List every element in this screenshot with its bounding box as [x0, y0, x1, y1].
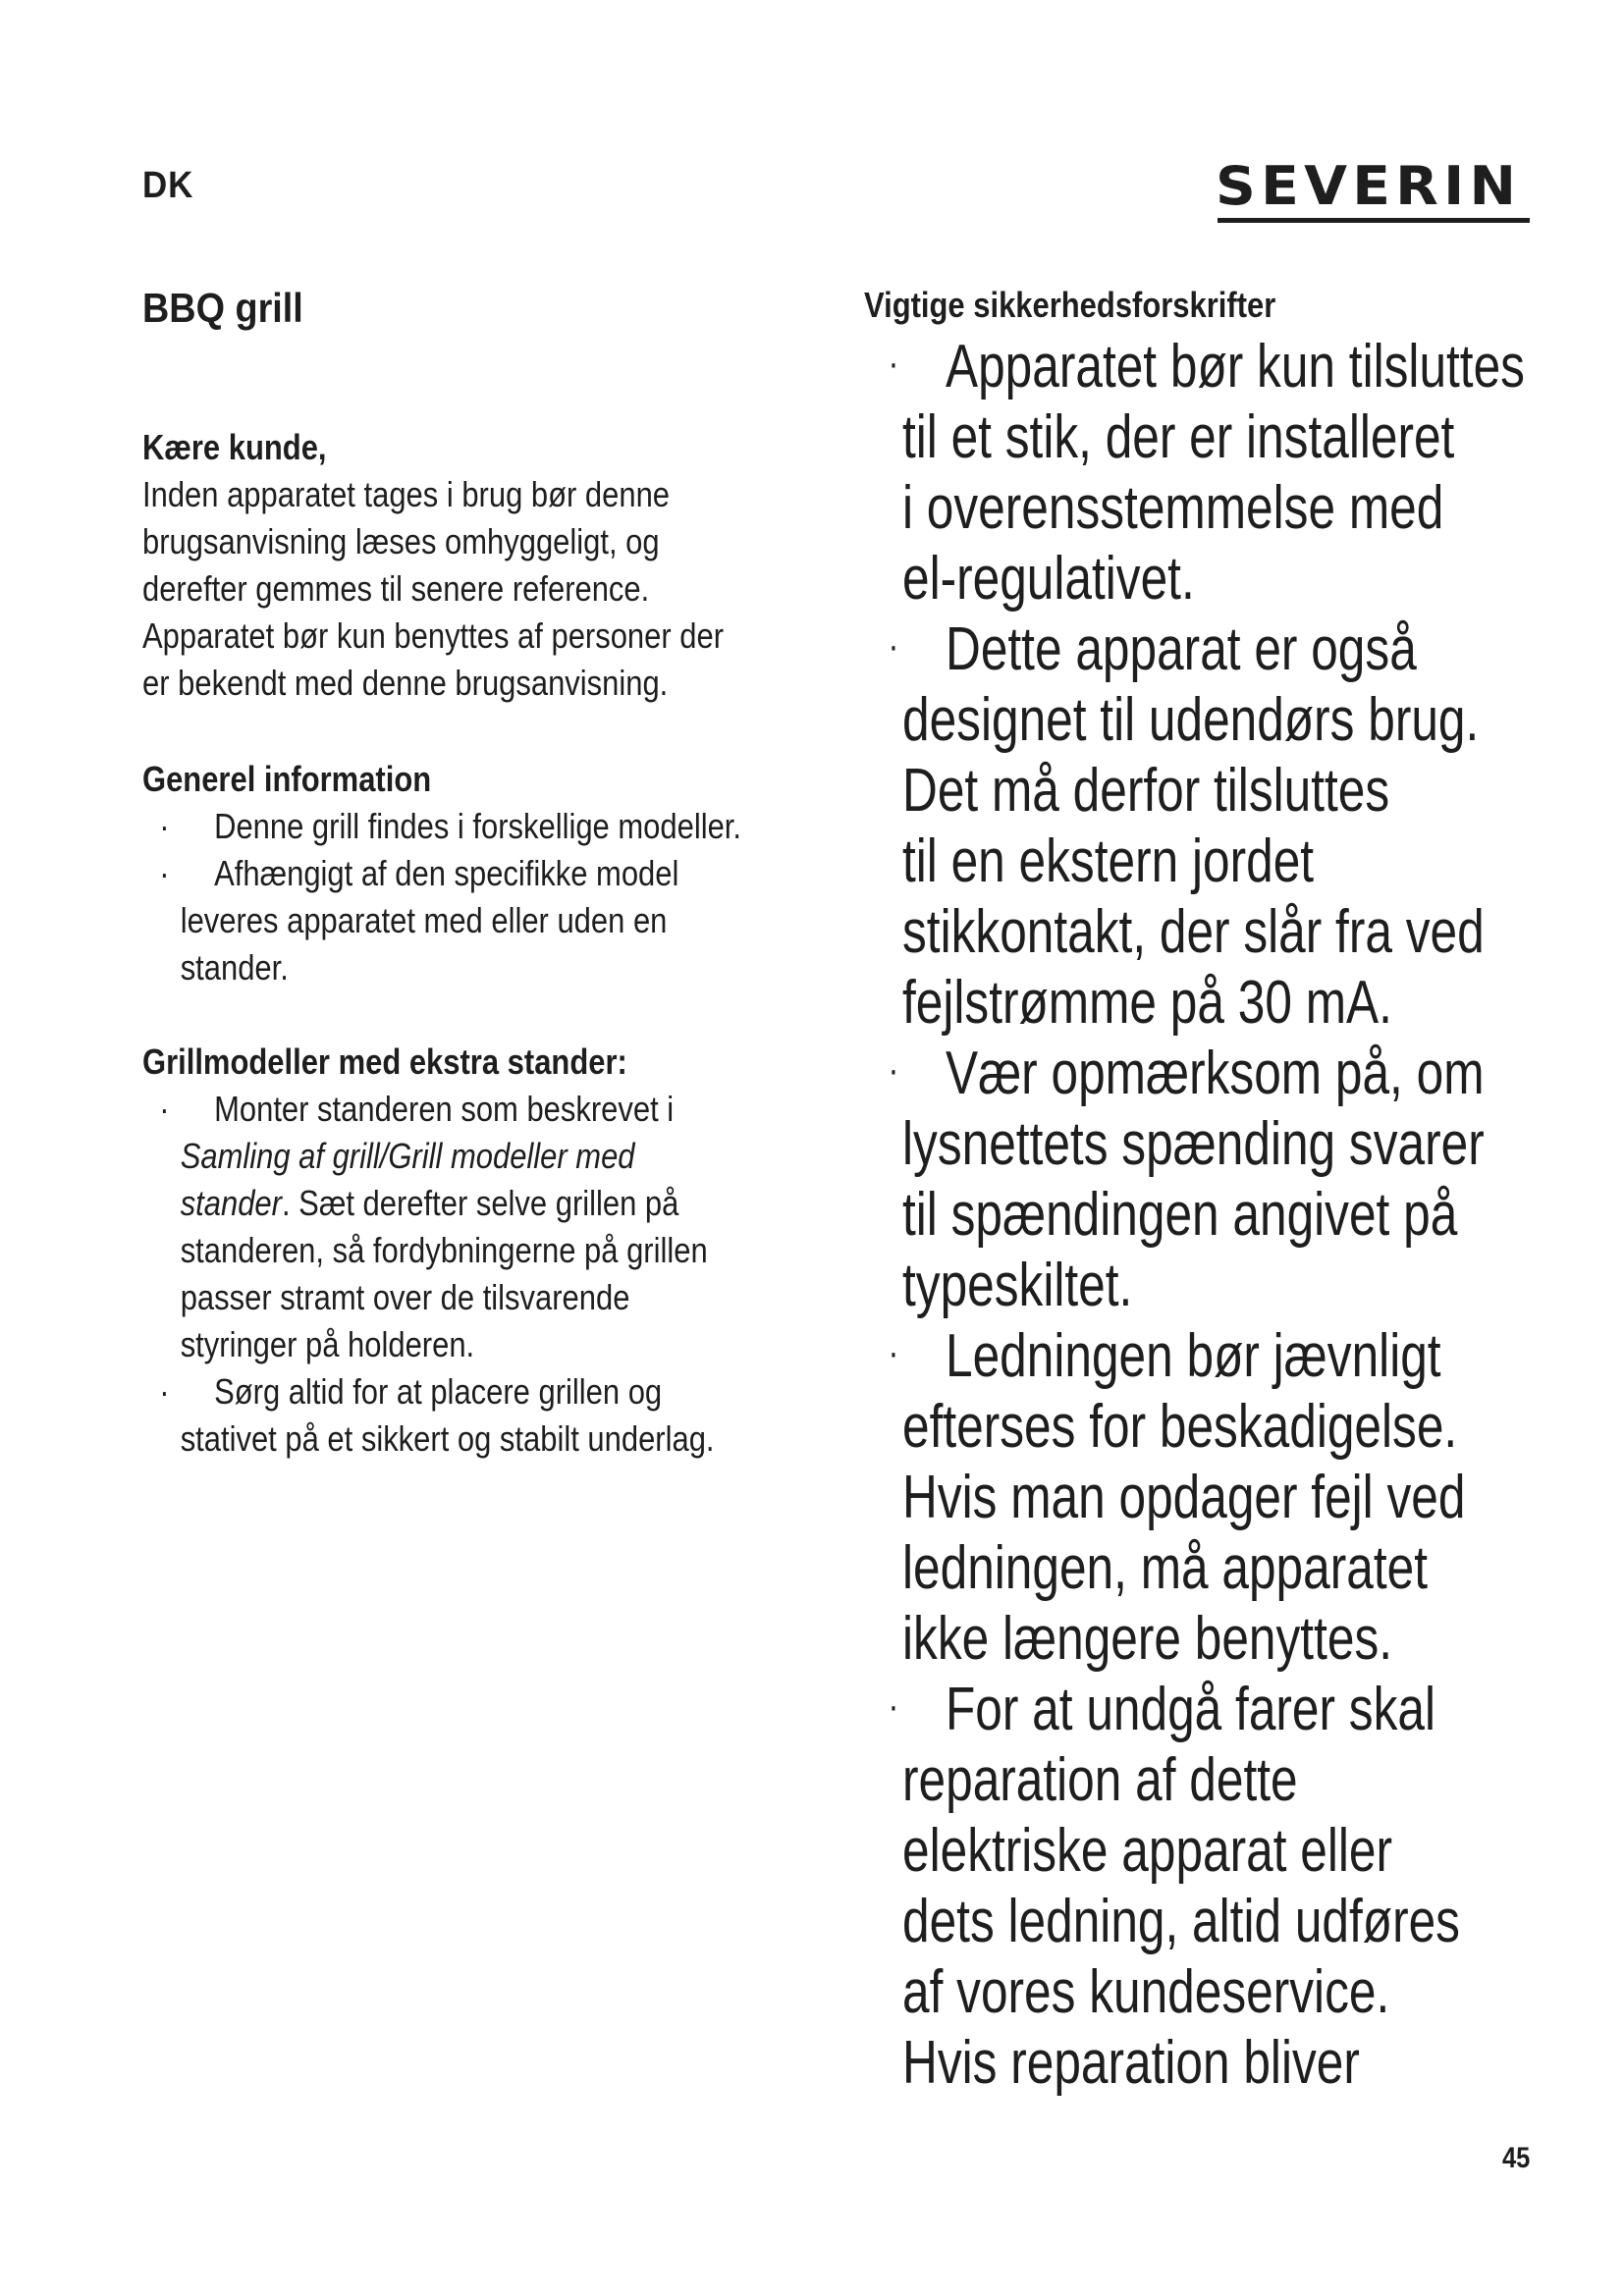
bullet: ·	[159, 1089, 170, 1129]
greeting-line: brugsanvisning læses omhyggeligt, og	[142, 521, 660, 561]
greeting-line: er bekendt med denne brugsanvisning.	[142, 663, 669, 703]
bullet: ·	[159, 853, 170, 893]
bullet: ·	[888, 624, 899, 667]
general-info-section	[142, 756, 750, 991]
safety-list	[879, 332, 1525, 2099]
stand-section	[142, 1039, 750, 1463]
list-item: · Dette apparat er også designet til udendørs brug. Det må derfor tilsluttes til en ekstern jordet stikkontakt, der slår fra ved fejlstrømme på 30 mA.	[879, 614, 1491, 1039]
page-title: BBQ grill	[142, 285, 303, 331]
list-item: · Afhængigt af den specifikke model leveres apparatet med eller uden en stander.	[142, 850, 750, 991]
list-item: · Apparatet bør kun tilsluttes til et stik, der er installeret i overensstemmelse med el-regulativet.	[879, 332, 1491, 614]
greeting-heading: Kære kunde,	[142, 427, 327, 467]
brand-logo: SEVERIN	[1216, 155, 1522, 217]
general-info-heading: Generel information	[142, 759, 432, 799]
stand-heading: Grillmodeller med ekstra stander:	[142, 1041, 627, 1082]
greeting-line: Inden apparatet tages i brug bør denne	[142, 474, 671, 514]
bullet: ·	[888, 1684, 899, 1728]
list-item: · Monter standeren som beskrevet i Samling af grill/Grill modeller med stander. Sæt derefter selve grillen på standeren, så fordybningerne på grillen passer stramt over de tilsvarende styringer på holderen.	[142, 1086, 750, 1368]
list-item: · Sørg altid for at placere grillen og stativet på et sikkert og stabilt underlag.	[142, 1368, 750, 1463]
greeting-line: derefter gemmes til senere reference.	[142, 568, 650, 609]
language-code: DK	[142, 165, 194, 206]
list-item: · For at undgå farer skal reparation af dette elektriske apparat eller dets ledning, altid udføres af vores kundeservice. Hvis reparation bliver	[879, 1675, 1491, 2099]
bullet: ·	[159, 806, 170, 846]
bullet: ·	[888, 342, 899, 385]
list-item: · Denne grill findes i forskellige modeller.	[142, 803, 750, 850]
safety-heading: Vigtige sikkerhedsforskrifter	[864, 285, 1276, 325]
brand-underline	[1218, 218, 1530, 223]
list-item: · Vær opmærksom på, om lysnettets spænding svarer til spændingen angivet på typeskiltet.	[879, 1039, 1491, 1321]
greeting-line: Apparatet bør kun benyttes af personer der	[142, 615, 725, 656]
page-number: 45	[1502, 2142, 1531, 2174]
greeting-section	[142, 424, 750, 707]
bullet: ·	[159, 1371, 170, 1412]
list-item: · Ledningen bør jævnligt efterses for beskadigelse. Hvis man opdager fejl ved ledningen, må apparatet ikke længere benyttes.	[879, 1321, 1491, 1675]
bullet: ·	[888, 1048, 899, 1092]
bullet: ·	[888, 1331, 899, 1374]
